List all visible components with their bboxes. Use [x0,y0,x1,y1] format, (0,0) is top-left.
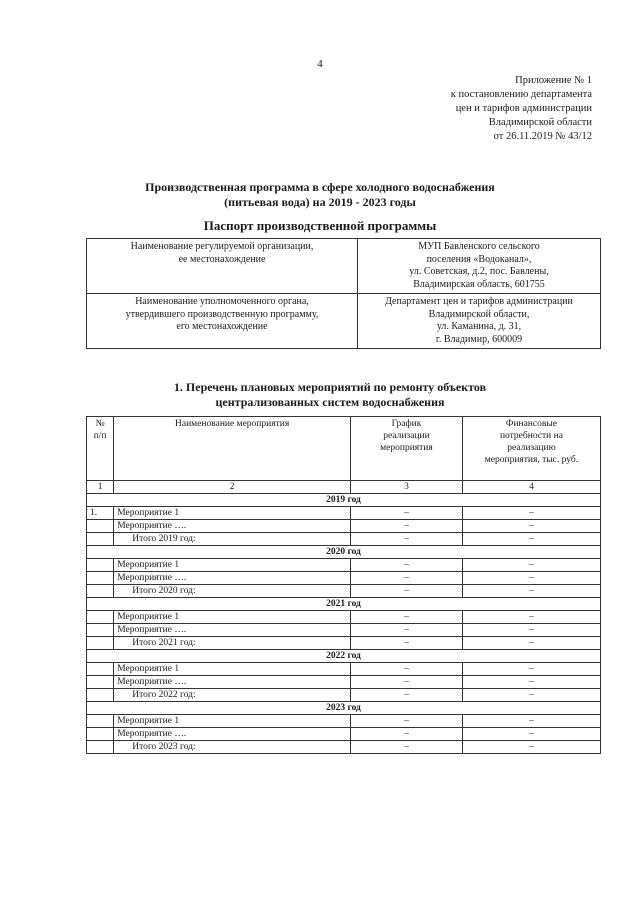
finance-cell: – [462,741,600,754]
row-number [87,676,114,689]
schedule-cell: – [351,663,463,676]
year-row [87,598,601,611]
column-number: 1 [87,481,114,494]
appendix-block [372,74,592,144]
measure-name: Итого 2023 год: [114,741,351,754]
schedule-cell: – [351,728,463,741]
passport-label-line: Наименование уполномоченного органа, [135,296,309,307]
passport-label-cell [87,239,358,294]
table-row [87,715,601,728]
measure-name: Итого 2019 год: [114,533,351,546]
passport-row [87,294,601,349]
passport-value-line: поселения «Водоканал», [426,253,532,265]
finance-cell: – [462,715,600,728]
passport-label-cell [87,294,358,349]
table-row [87,611,601,624]
table-row [87,624,601,637]
passport-label-line: его местонахождение [176,321,268,332]
schedule-cell: – [351,624,463,637]
row-number [87,533,114,546]
schedule-cell: – [351,507,463,520]
passport-value-line: Владимирской области, [428,308,530,320]
year-label: 2019 год [87,494,601,507]
row-number [87,624,114,637]
schedule-cell: – [351,676,463,689]
column-number: 4 [462,481,600,494]
passport-value-line: г. Владимир, 600009 [435,333,523,345]
finance-cell: – [462,507,600,520]
row-number [87,741,114,754]
row-number [87,637,114,650]
header-schedule [351,417,463,481]
finance-cell: – [462,611,600,624]
year-label: 2023 год [87,702,601,715]
appendix-line: цен и тарифов администрации [455,103,592,114]
finance-cell: – [462,533,600,546]
finance-cell: – [462,520,600,533]
header-name [114,417,351,481]
schedule-cell: – [351,572,463,585]
measure-name: Мероприятие 1 [114,507,351,520]
measure-name: Мероприятие 1 [114,611,351,624]
schedule-cell: – [351,533,463,546]
row-number [87,611,114,624]
table-row [87,728,601,741]
row-number [87,520,114,533]
header-line: № [95,419,105,429]
measure-name: Мероприятие …. [114,728,351,741]
table-row [87,676,601,689]
header-line: мероприятия [380,443,433,453]
document-title-line: (питьевая вода) на 2019 - 2023 годы [224,195,416,209]
column-number-row [87,481,601,494]
section-heading-line: 1. Перечень плановых мероприятий по ремонту объектов [173,380,487,394]
schedule-cell: – [351,689,463,702]
passport-value-line: ул. Каманина, д. 31, [436,321,522,332]
appendix-line: Приложение № 1 [515,75,592,86]
row-number [87,559,114,572]
measure-name: Итого 2020 год: [114,585,351,598]
passport-value-line: Департамент цен и тарифов администрации [385,296,573,307]
header-line: п/п [93,431,107,441]
table-row [87,559,601,572]
passport-value-line: МУП Бавленского сельского [418,241,540,252]
passport-value-cell [358,239,601,294]
table-row [87,585,601,598]
row-number [87,663,114,676]
table-header-row [87,417,601,481]
header-line: Наименование мероприятия [175,419,290,429]
measure-name: Мероприятие …. [114,572,351,585]
appendix-line: Владимирской области [488,117,592,128]
passport-label-line: Наименование регулируемой организации, [130,241,314,252]
column-number: 3 [351,481,463,494]
finance-cell: – [462,585,600,598]
table-row [87,520,601,533]
passport-value-cell [358,294,601,349]
row-number [87,585,114,598]
measure-name: Мероприятие …. [114,520,351,533]
measures-table-body [87,417,601,754]
section-heading-line: централизованных систем водоснабжения [215,395,445,409]
row-number [87,689,114,702]
header-line: Финансовые [505,419,557,429]
row-number [87,572,114,585]
finance-cell: – [462,637,600,650]
schedule-cell: – [351,715,463,728]
finance-cell: – [462,624,600,637]
finance-cell: – [462,676,600,689]
passport-label-line: утвердившего производственную программу, [125,308,319,320]
finance-cell: – [462,572,600,585]
header-num [87,417,114,481]
measure-name: Мероприятие …. [114,624,351,637]
year-row [87,494,601,507]
table-row [87,637,601,650]
finance-cell: – [462,728,600,741]
finance-cell: – [462,689,600,702]
year-row [87,546,601,559]
passport-title: Паспорт производственной программы [203,218,437,233]
header-line: мероприятия, тыс. руб. [484,455,579,465]
row-number: 1. [87,507,114,520]
header-line: реализацию [507,443,556,453]
measure-name: Мероприятие …. [114,676,351,689]
header-line: График [391,419,422,429]
measures-table [86,416,601,754]
measure-name: Мероприятие 1 [114,559,351,572]
table-row [87,533,601,546]
measure-name: Итого 2021 год: [114,637,351,650]
schedule-cell: – [351,741,463,754]
table-row [87,507,601,520]
section-heading [60,380,600,410]
row-number [87,715,114,728]
page-number: 4 [317,58,323,70]
header-line: реализации [383,431,430,441]
measure-name: Мероприятие 1 [114,715,351,728]
schedule-cell: – [351,637,463,650]
document-title-line: Производственная программа в сфере холодного водоснабжения [145,180,495,194]
schedule-cell: – [351,520,463,533]
year-label: 2021 год [87,598,601,611]
passport-value-line: ул. Советская, д.2, пос. Бавлены, [409,266,549,277]
measure-name: Итого 2022 год: [114,689,351,702]
year-label: 2022 год [87,650,601,663]
table-row [87,741,601,754]
year-row [87,650,601,663]
column-number: 2 [114,481,351,494]
year-row [87,702,601,715]
measure-name: Мероприятие 1 [114,663,351,676]
header-finance [462,417,600,481]
schedule-cell: – [351,559,463,572]
appendix-line: к постановлению департамента [450,89,592,100]
year-label: 2020 год [87,546,601,559]
document-title [60,180,580,210]
table-row [87,572,601,585]
finance-cell: – [462,559,600,572]
finance-cell: – [462,663,600,676]
appendix-line: от 26.11.2019 № 43/12 [493,131,592,142]
passport-label-line: ее местонахождение [178,253,266,265]
table-row [87,663,601,676]
passport-table [86,238,601,349]
passport-row [87,239,601,294]
schedule-cell: – [351,611,463,624]
schedule-cell: – [351,585,463,598]
table-row [87,689,601,702]
row-number [87,728,114,741]
header-line: потребности на [499,431,563,441]
passport-value-line: Владимирская область, 601755 [413,278,545,290]
